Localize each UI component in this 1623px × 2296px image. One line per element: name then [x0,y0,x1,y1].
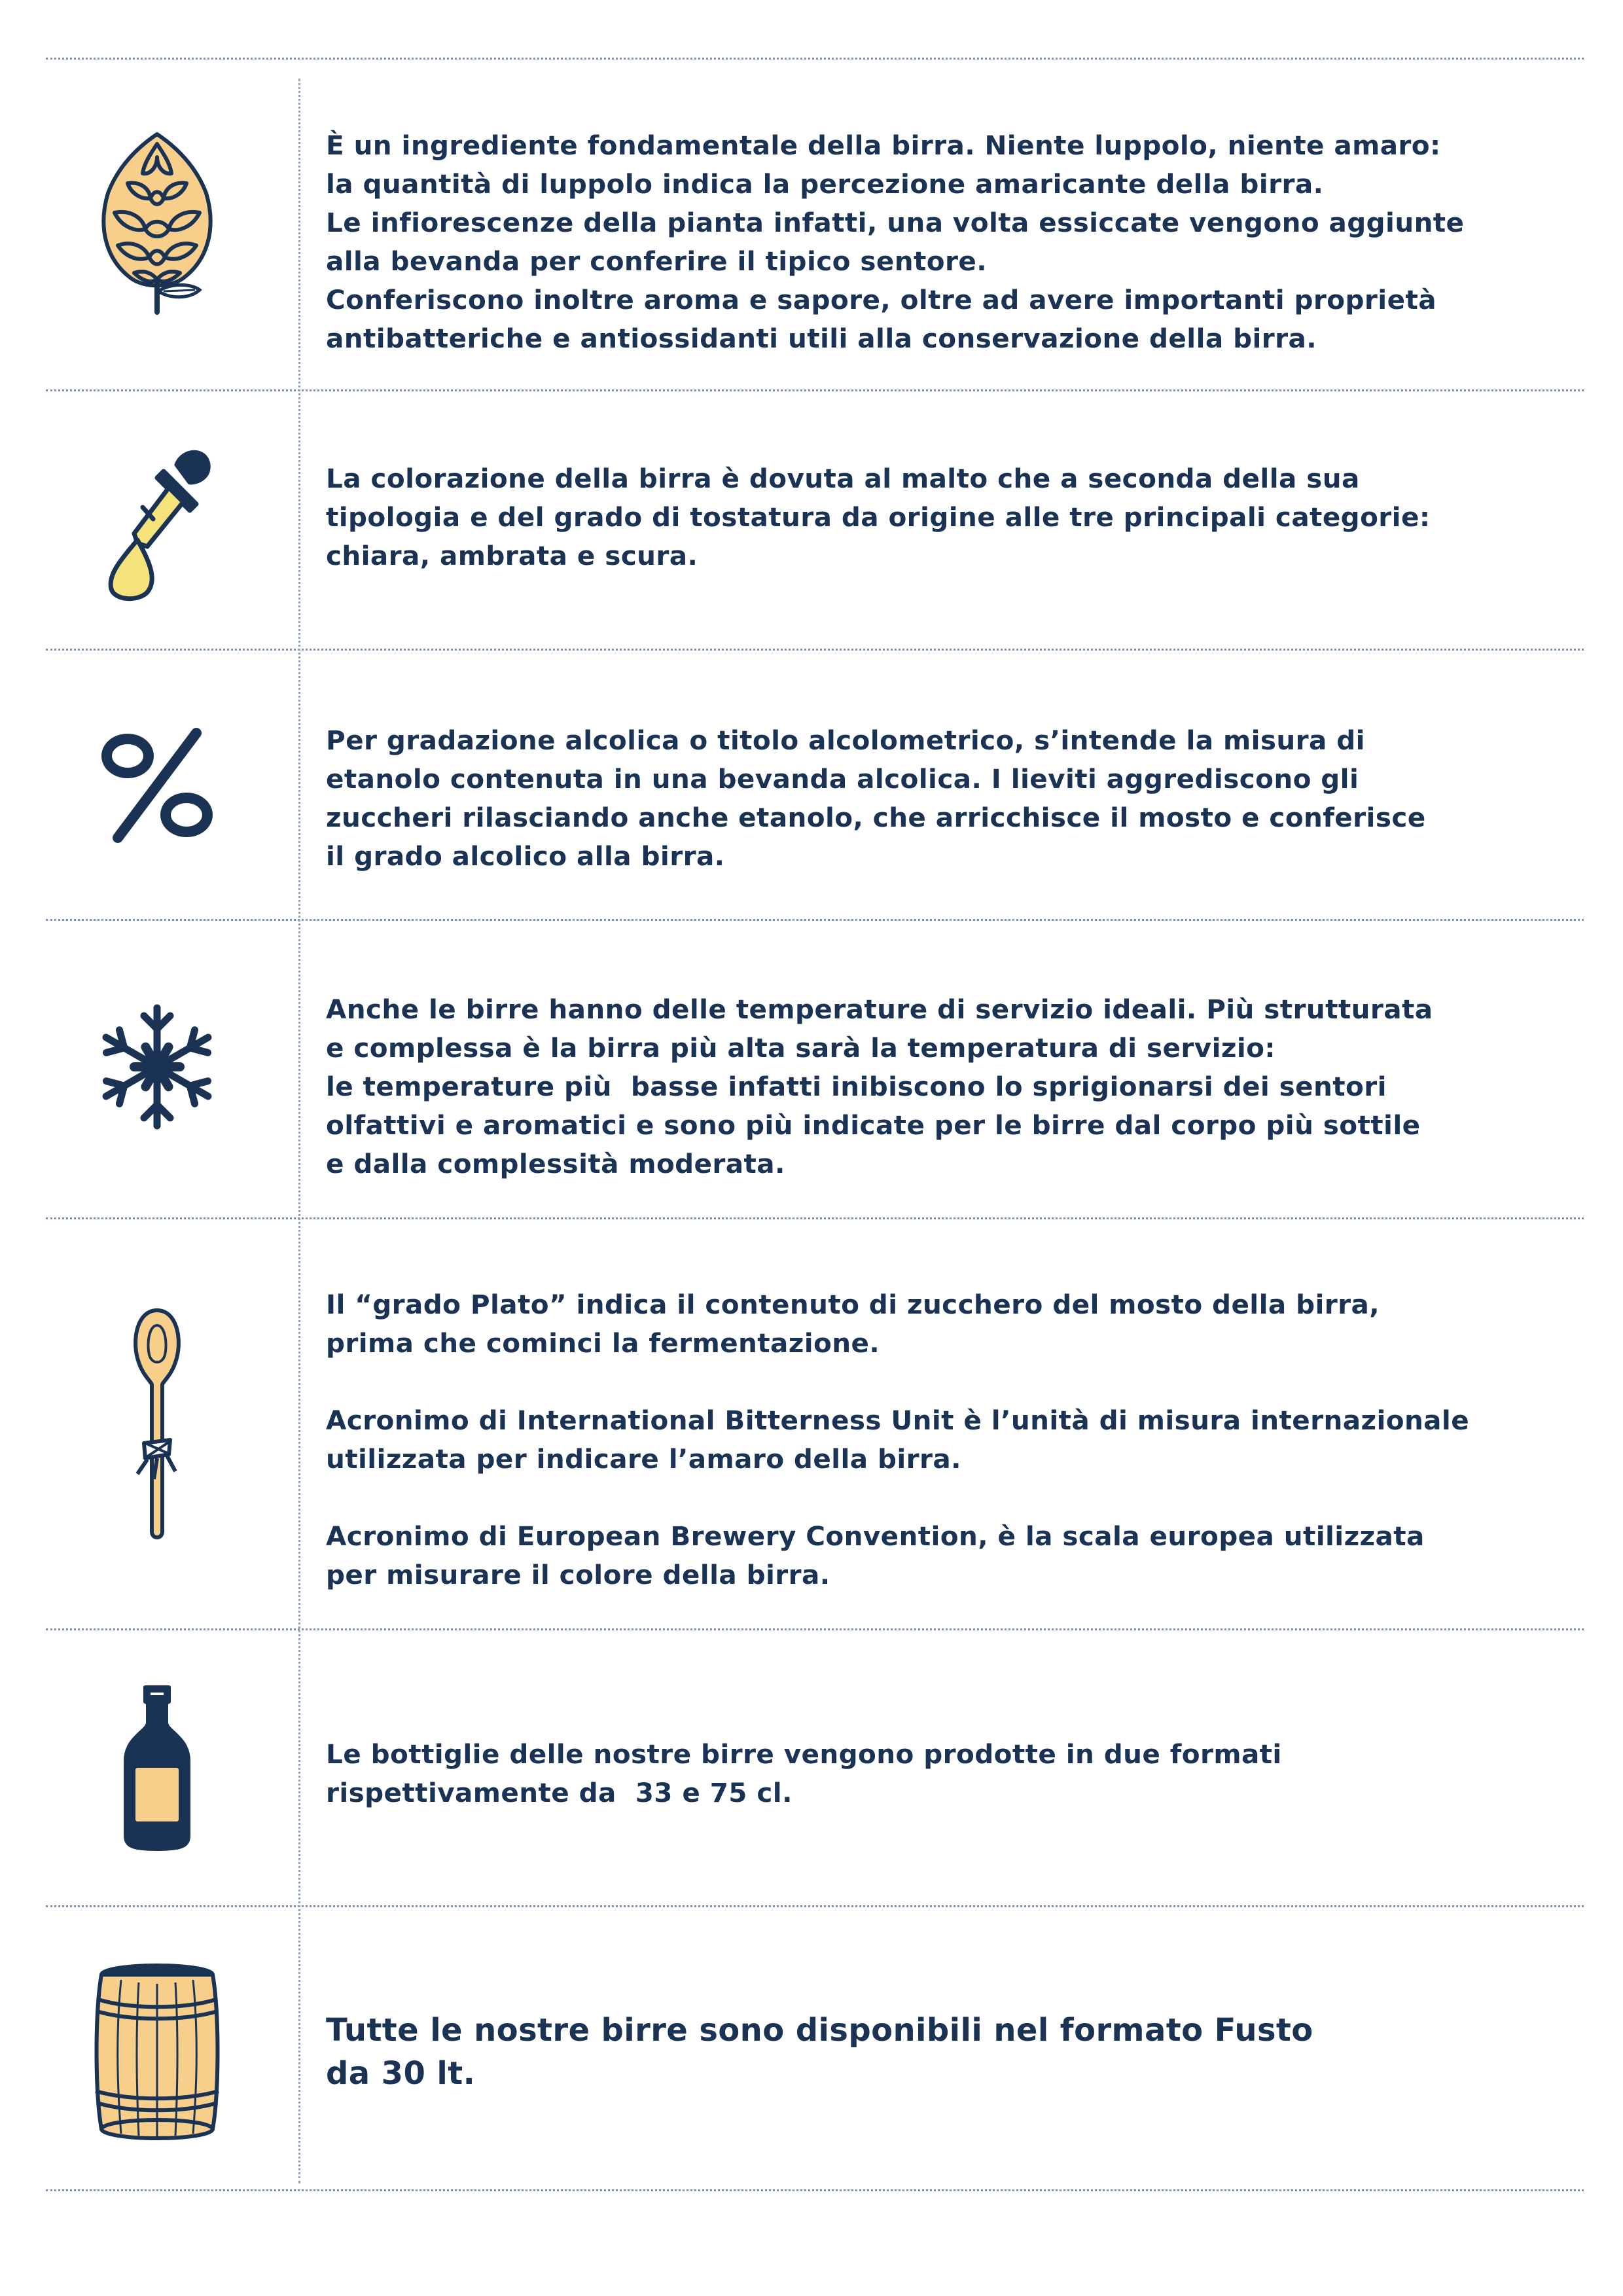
divider-line [46,58,1584,60]
text-line: e complessa è la birra più alta sarà la temperatura di servizio: [326,1031,1275,1064]
text-line: e dalla complessità moderata. [326,1147,785,1179]
percent-icon [59,713,255,857]
text-line: le temperature più basse infatti inibiscono lo sprigionarsi dei sentori [326,1070,1387,1102]
text-line: Tutte le nostre birre sono disponibili nel formato Fusto [326,2012,1313,2049]
divider-line [46,1628,1584,1630]
text-line: zuccheri rilasciando anche etanolo, che arricchisce il mosto e conferisce [326,802,1426,833]
hop-cone-icon [59,124,255,321]
text-line: la quantità di luppolo indica la percezione amaricante della birra. [326,168,1324,200]
measures-description [326,1283,1556,1597]
column-divider [298,79,300,2183]
text-line: utilizzata per indicare l’amaro della birra. [326,1443,961,1475]
text-line: Anche le birre hanno delle temperature di servizio ideali. Più strutturata [326,993,1433,1025]
divider-line [46,1905,1584,1907]
text-line: etanolo contenuta in una bevanda alcolica. I lieviti aggrediscono gli [326,763,1359,795]
text-line: antibatteriche e antiossidanti utili alla conservazione della birra. [326,323,1317,354]
text-line: olfattivi e aromatici e sono più indicate per le birre dal corpo più sottile [326,1109,1421,1141]
text-line: per misurare il colore della birra. [326,1559,830,1590]
text-line: tipologia e del grado di tostatura da origine alle tre principali categorie: [326,501,1431,533]
keg-description [326,2003,1556,2101]
text-line: Le infiorescenze della pianta infatti, una volta essiccate vengono aggiunte [326,207,1465,238]
text-line: rispettivamente da 33 e 75 cl. [326,1777,793,1808]
text-line: Per gradazione alcolica o titolo alcolometrico, s’intende la misura di [326,725,1365,756]
hops-description [326,124,1556,360]
text-line: Acronimo di International Bitterness Unit è l’unità di misura internazionale [326,1405,1470,1436]
abv-description [326,720,1556,877]
divider-line [46,649,1584,651]
dropper-icon [59,432,255,609]
divider-line [46,389,1584,391]
divider-line [46,2189,1584,2191]
text-line: La colorazione della birra è dovuta al malto che a seconda della sua [326,462,1360,494]
temperature-description [326,988,1556,1185]
keg-barrel-icon [59,1957,255,2147]
text-line: Conferiscono inoltre aroma e sapore, oltre ad avere importanti proprietà [326,284,1436,315]
snowflake-icon [59,995,255,1139]
text-line: da 30 lt. [326,2055,476,2092]
color-description [326,452,1556,583]
divider-line [46,919,1584,921]
text-line: Acronimo di European Brewery Convention, è la scala europea utilizzata [326,1520,1425,1552]
beer-bottle-icon [59,1682,255,1852]
text-line: il grado alcolico alla birra. [326,840,725,872]
text-line: chiara, ambrata e scura. [326,539,698,571]
text-line: È un ingrediente fondamentale della birra. Niente luppolo, niente amaro: [326,130,1441,161]
text-line: Il “grado Plato” indica il contenuto di zucchero del mosto della birra, [326,1289,1380,1320]
bottle-description [326,1728,1556,1820]
text-line: alla bevanda per conferire il tipico sentore. [326,245,987,277]
text-line: prima che cominci la fermentazione. [326,1327,880,1359]
wooden-spoon-icon [59,1302,255,1545]
divider-line [46,1217,1584,1219]
text-line: Le bottiglie delle nostre birre vengono prodotte in due formati [326,1738,1282,1770]
